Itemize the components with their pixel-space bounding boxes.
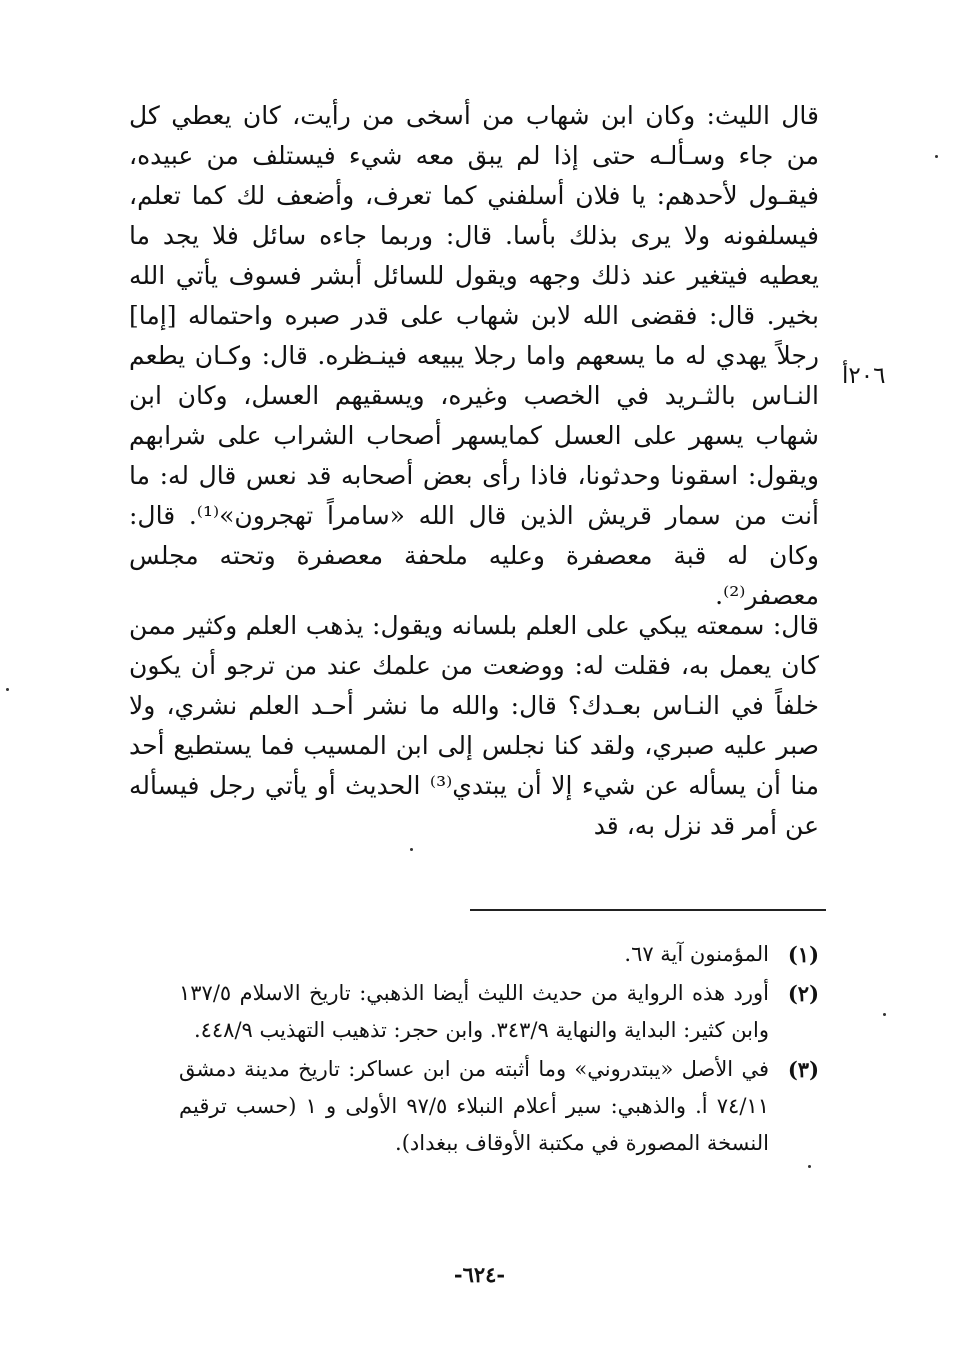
footnote-3 bbox=[179, 1051, 819, 1162]
footnote-text: أورد هذه الرواية من حديث الليث أيضا الذهبي: تاريخ الاسلام ١٣٧/٥ وابن كثير: البداية والنهاية ٣٤٣/٩. وابن حجر: تذهيب التهذيب ٤٤٨/٩. bbox=[179, 981, 769, 1042]
body-paragraph-2: قال: سمعته يبكي على العلم بلسانه ويقول: يذهب العلم وكثير ممن كان يعمل به، فقلت له: ووضعت من علمك عند من ترجو أن يكون خلفاً في النـاس بعـدك؟ قال: والله ما نشر أحـد العلم نشري، ولا صبر عليه صبري، ولقد كنا نجلس إلى ابن المسيب فما يستطيع أحد منا أن يسأله عن شيء إلا أن يبتدي⁽³⁾ الحديث أو يأتي رجل فيسأله عن أمر قد نزل به، قد bbox=[129, 611, 819, 840]
footnote-text: المؤمنون آية ٦٧. bbox=[624, 942, 769, 966]
folio-margin-note: ٢٠٦أ bbox=[842, 363, 886, 389]
scan-speck bbox=[6, 688, 9, 691]
footnotes-list bbox=[179, 936, 819, 1164]
body-paragraph-1: قال الليث: وكان ابن شهاب من أسخى من رأيت، كان يعطي كل من جاء وسـألـه حتى إذا لم يبق معه شيء فيستلف من عبيده، فيقـول لأحدهم: يا فلان أسلفني كما تعرف، وأضعف لك كما تعلم، فيسلفونه ولا يرى بذلك بأسا. قال: وربما جاءه سائل فلا يجد ما يعطيه فيتغير عند ذلك وجهه ويقول للسائل أبشر فسوف يأتي الله بخير. قال: فقضى الله لابن شهاب على قدر صبره واحتماله [إما] رجلاً يهدي له ما يسعهم واما رجلا يبيعه فينـظره. قال: وكـان يطعم النـاس بالثـريد في الخصب وغيره، ويسقيهم العسل، وكان ابن شهاب يسهر على العسل كمايسهر أصحاب الشراب على شرابهم ويقول: اسقونا وحدثونا، فاذا رأى بعض أصحابه قد نعس قال له: ما أنت من سمار قريش الذين قال الله «سامراً تهجرون»⁽¹⁾. قال: وكان له قبة معصفرة وعليه ملحفة معصفرة وتحته مجلس معصفر⁽²⁾. bbox=[129, 101, 819, 610]
footnote-number: (١) bbox=[787, 942, 819, 967]
footnote-text: في الأصل «يبتدروني» وما أثبته من ابن عساكر: تاريخ مدينة دمشق ٧٤/١١ أ. والذهبي: سير أعلام النبلاء ٩٧/٥ الأولى و ١ (حسب ترقيم النسخة المصورة في مكتبة الأوقاف ببغداد). bbox=[179, 1057, 769, 1155]
footnote-2 bbox=[179, 975, 819, 1049]
footnote-1 bbox=[179, 936, 819, 973]
footnote-separator bbox=[470, 909, 826, 911]
footnote-number: (٣) bbox=[787, 1057, 819, 1082]
scan-speck bbox=[410, 848, 413, 851]
scan-speck bbox=[883, 1013, 886, 1016]
page-number: -٦٢٤- bbox=[453, 1262, 506, 1287]
scan-speck bbox=[808, 1165, 811, 1168]
scan-speck bbox=[935, 155, 938, 158]
footnote-number: (٢) bbox=[787, 981, 819, 1006]
